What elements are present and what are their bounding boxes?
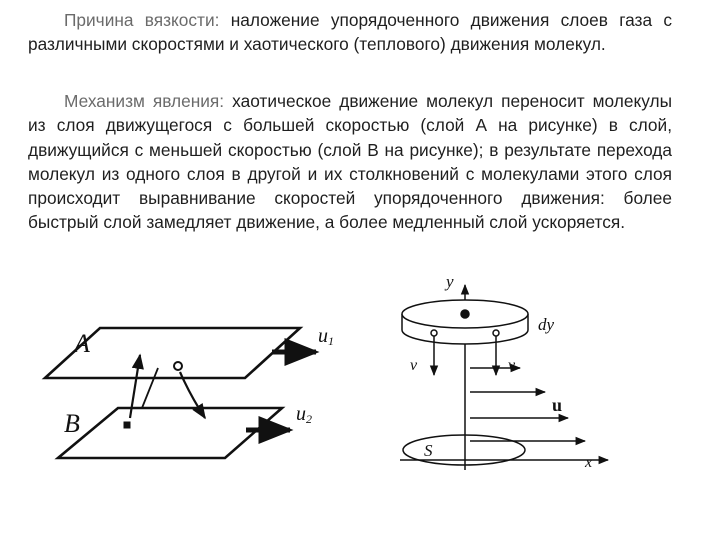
velocity-label-right: v <box>508 357 516 374</box>
molecule-path-jump <box>142 368 158 408</box>
layer-b-plane <box>58 408 282 458</box>
paragraph-label: Механизм явления: <box>64 91 225 111</box>
axis-point-top <box>461 310 469 318</box>
layer-b-label: B <box>64 409 80 438</box>
molecule-lower <box>124 422 130 428</box>
speed-label-u1-sub: 1 <box>328 334 334 348</box>
speed-label-u1 <box>318 325 334 348</box>
thickness-label: dy <box>538 315 555 334</box>
paragraph-text: хаотическое движение молекул переносит молекулы из слоя движущегося с большей скоростью (слой А на рисунке) в слой, движущийся с меньшей скоростью (слой В на рисунке); в результате перехода молекул из одного слоя в другой и их столкновений с молекулами этого слоя происходит выравнивание скоростей упорядоченного движения: более быстрый слой замедляет движение, а более медленный слой ускоряется. <box>28 91 673 233</box>
paragraph-label: Причина вязкости: <box>64 10 220 30</box>
flow-velocity-label: u <box>552 395 563 415</box>
molecule-upper <box>174 362 182 370</box>
paragraph-text: наложение упорядоченного движения слоев газа с различными скоростями и хаотического (теплового) движения молекул. <box>28 10 672 55</box>
axis-x-label: x <box>585 454 593 471</box>
area-label: S <box>424 441 433 460</box>
speed-label-u2 <box>296 403 312 426</box>
molecule-right <box>493 330 499 336</box>
layer-a-label: A <box>74 329 90 358</box>
molecule-left <box>431 330 437 336</box>
speed-label-u1-base: u <box>318 325 328 347</box>
axis-y-label: y <box>446 272 454 291</box>
speed-label-u2-sub: 2 <box>306 412 312 426</box>
velocity-label-left: v <box>410 357 418 374</box>
speed-label-u2-base: u <box>296 403 306 425</box>
